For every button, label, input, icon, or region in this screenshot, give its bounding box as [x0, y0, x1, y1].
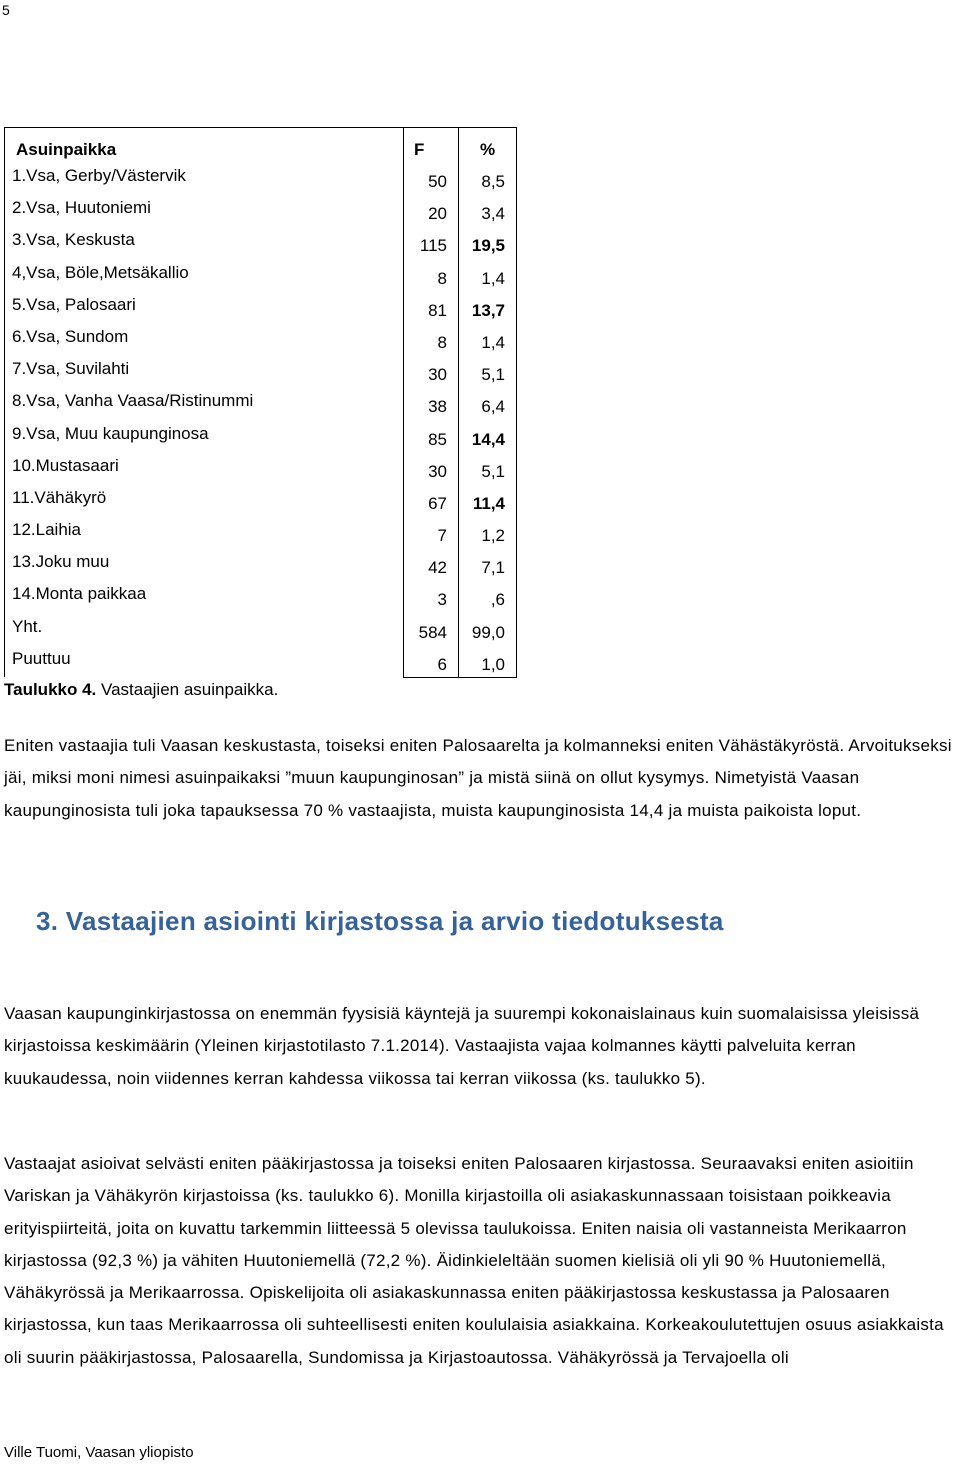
- row-frequency: 20: [428, 204, 447, 224]
- table-row: [0, 548, 517, 580]
- row-percent: 1,2: [481, 526, 505, 546]
- row-place: 2.Vsa, Huutoniemi: [12, 198, 151, 218]
- row-percent: 5,1: [481, 365, 505, 385]
- table-row: [0, 580, 517, 612]
- residence-table: [0, 127, 517, 677]
- row-frequency: 85: [428, 429, 447, 449]
- row-frequency: 584: [418, 622, 447, 642]
- row-percent: 11,4: [472, 493, 505, 513]
- paragraph-library-visits: Vaasan kaupunginkirjastossa on enemmän fyysisiä käyntejä ja suurempi kokonaislainaus kuin suomalaisissa yleisissä kirjastoissa keskimäärin (Yleinen kirjastotilasto 7.1.2014). Vastaajista vajaa kolmannes käytti palveluita kerran kuukaudessa, noin viidennes kerran kahdessa viikossa tai kerran viikossa (ks. taulukko 5).: [4, 1004, 920, 1088]
- footer-author: Ville Tuomi, Vaasan yliopisto: [4, 1444, 194, 1461]
- table-row: [0, 613, 517, 645]
- table-row: [0, 162, 517, 194]
- row-percent: ,6: [490, 590, 505, 610]
- row-percent: 19,5: [471, 236, 505, 256]
- section-heading: 3. Vastaajien asiointi kirjastossa ja arvio tiedotuksesta: [36, 906, 724, 936]
- table-row: [0, 259, 517, 291]
- row-frequency: 7: [437, 526, 447, 546]
- row-percent: 6,4: [481, 397, 505, 417]
- row-frequency: 8: [437, 268, 447, 288]
- row-place: Puuttuu: [12, 648, 71, 668]
- table-row: [0, 291, 517, 323]
- row-frequency: 115: [419, 236, 447, 256]
- row-frequency: 67: [428, 493, 447, 513]
- table-caption: [4, 680, 278, 700]
- paragraph-residence: Eniten vastaajia tuli Vaasan keskustasta, toiseksi eniten Palosaarelta ja kolmanneksi eniten Vähästäkyröstä. Arvoitukseksi jäi, miksi moni nimesi asuinpaikaksi ”muun kaupunginosan” ja mistä siinä on ollut kysymys. Nimetyistä Vaasan kaupunginosista tuli joka tapauksessa 70 % vastaajista, muista kaupunginosista 14,4 ja muista paikoista loput.: [4, 736, 952, 820]
- table-row: [0, 645, 517, 677]
- row-place: Yht.: [12, 616, 43, 636]
- col-header-f: F: [414, 140, 425, 159]
- table-row: [0, 387, 517, 419]
- table-row: [0, 355, 517, 387]
- table-row: [0, 516, 517, 548]
- col-header-pct: %: [480, 140, 496, 159]
- row-percent: 99,0: [471, 622, 505, 642]
- row-percent: 13,7: [471, 300, 505, 320]
- row-percent: 14,4: [471, 429, 505, 449]
- row-place: 5.Vsa, Palosaari: [12, 294, 136, 314]
- row-percent: 5,1: [481, 461, 505, 481]
- row-place: 9.Vsa, Muu kaupunginosa: [12, 423, 209, 443]
- table-row: [0, 452, 517, 484]
- page-number: 5: [2, 2, 10, 18]
- row-percent: 8,5: [481, 172, 505, 191]
- row-frequency: 50: [428, 172, 447, 191]
- table-body: [0, 127, 517, 677]
- table-row: [0, 323, 517, 355]
- row-percent: 3,4: [481, 204, 505, 224]
- row-frequency: 81: [428, 300, 447, 320]
- caption-label: Taulukko 4.: [4, 680, 97, 699]
- table-row: [0, 226, 517, 258]
- row-frequency: 3: [437, 590, 447, 610]
- table-row: [0, 420, 517, 452]
- caption-text: Vastaajien asuinpaikka.: [96, 680, 279, 699]
- row-frequency: 8: [437, 332, 447, 352]
- row-percent: 1,4: [481, 268, 505, 288]
- row-frequency: 30: [428, 365, 447, 385]
- row-place: 10.Mustasaari: [12, 455, 119, 475]
- table-row: [0, 194, 517, 226]
- row-percent: 1,0: [481, 654, 505, 674]
- row-place: 7.Vsa, Suvilahti: [12, 359, 130, 379]
- row-frequency: 42: [428, 558, 447, 578]
- row-place: 13.Joku muu: [12, 552, 110, 572]
- col-header-asuinpaikka: Asuinpaikka: [16, 140, 117, 159]
- row-frequency: 38: [428, 397, 447, 417]
- row-place: 3.Vsa, Keskusta: [12, 230, 135, 250]
- row-frequency: 6: [437, 654, 447, 674]
- row-place: 12.Laihia: [12, 520, 82, 540]
- row-place: 1.Vsa, Gerby/Västervik: [12, 166, 186, 185]
- table-header: [0, 127, 517, 162]
- row-place: 14.Monta paikkaa: [12, 584, 147, 604]
- row-place: 4,Vsa, Böle,Metsäkallio: [12, 262, 189, 282]
- row-place: 8.Vsa, Vanha Vaasa/Ristinummi: [12, 391, 254, 411]
- table-row: [0, 484, 517, 516]
- row-place: 6.Vsa, Sundom: [12, 326, 129, 346]
- row-frequency: 30: [428, 461, 447, 481]
- paragraph-library-branches: Vastaajat asioivat selvästi eniten pääkirjastossa ja toiseksi eniten Palosaaren kirjastossa. Seuraavaksi eniten asioitiin Variskan ja Vähäkyrön kirjastoissa (ks. taulukko 6). Monilla kirjastoilla oli asiakaskunnassaan toisistaan poikkeavia erityispiirteitä, joita on kuvattu tarkemmin liitteessä 5 olevissa taulukoissa. Eniten naisia oli vastanneista Merikaarron kirjastossa (92,3 %) ja vähiten Huutoniemellä (72,2 %). Äidinkieleltään suomen kielisiä oli yli 90 % Huutoniemellä, Vähäkyrössä ja Merikaarrossa. Opiskelijoita oli asiakaskunnassa eniten pääkirjastossa keskustassa ja Palosaaren kirjastossa, kun taas Merikaarrossa oli suhteellisesti eniten koululaisia asiakkaina. Korkeakoulutettujen osuus asiakkaista oli suurin pääkirjastossa, Palosaarella, Sundomissa ja Kirjastoautossa. Vähäkyrössä ja Tervajoella oli: [4, 1154, 944, 1367]
- row-place: 11.Vähäkyrö: [12, 487, 107, 507]
- row-percent: 7,1: [481, 558, 505, 578]
- row-percent: 1,4: [481, 332, 505, 352]
